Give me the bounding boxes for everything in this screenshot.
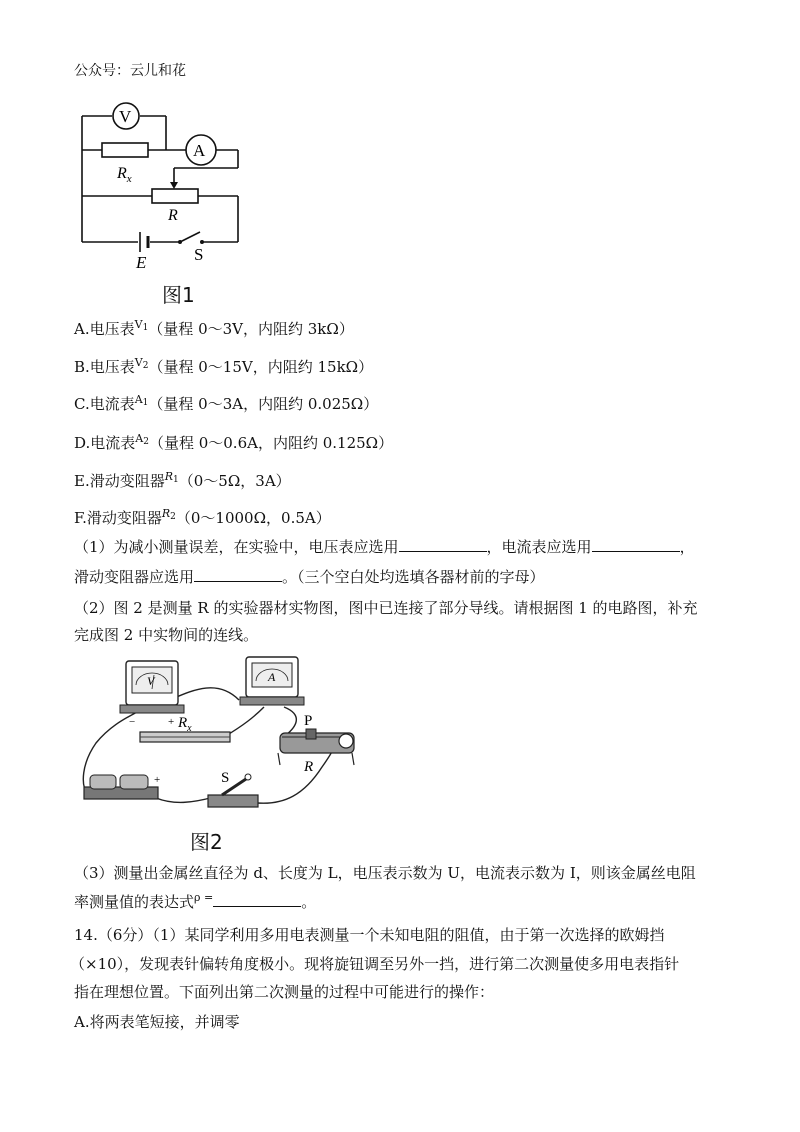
option-symbol: R — [161, 507, 171, 520]
q1-blank-rheostat[interactable] — [194, 567, 282, 582]
option-subscript: 1 — [142, 398, 149, 408]
rx-wire-board — [140, 715, 230, 742]
switch-contact-2 — [200, 240, 204, 244]
ammeter-label: A — [193, 141, 206, 160]
option-symbol: V — [134, 318, 143, 331]
option-row: F.滑动变阻器$^{R2}$（0～1000Ω，0.5A） — [74, 507, 331, 527]
figure2-apparatus — [74, 655, 374, 815]
q14-line2: （×10），发现表针偏转角度极小。现将旋钮调至另外一挡，进行第二次测量使多用电表指针 — [70, 955, 680, 973]
rho-symbol: ρ = — [194, 891, 214, 904]
wire-battery-to-switch — [156, 797, 214, 802]
q14-line1: 14.（6分）（1）某同学利用多用电表测量一个未知电阻的阻值，由于第一次选择的欧姆挡 — [74, 926, 665, 944]
fig2-ammeter-label: A — [268, 670, 276, 684]
q1-line2: 滑动变阻器应选用 。（三个空白处均选填各器材前的字母） — [74, 568, 545, 586]
ammeter-device — [240, 657, 304, 705]
fig2-voltmeter-label: V — [147, 674, 155, 688]
fig2-rx-label: $R_x$ — [178, 715, 192, 734]
option-subscript: 2 — [143, 437, 149, 447]
q1-line1: （1）为减小测量误差，在实验中，电压表应选用 ，电流表应选用 ， — [74, 538, 695, 556]
voltmeter-label: V — [119, 107, 132, 126]
option-row: E.滑动变阻器$^{R1}$（0～5Ω，3A） — [74, 470, 291, 490]
battery-device — [84, 774, 160, 799]
q2-line1: （2）图 2 是测量 R 的实验器材实物图，图中已连接了部分导线。请根据图 1 的电路图，补充 — [74, 599, 698, 617]
option-subscript: 1 — [142, 323, 149, 333]
voltmeter-device — [120, 661, 184, 728]
option-symbol: R — [164, 470, 174, 483]
fig2-slider-label: P — [304, 713, 313, 729]
fig2-battery-plus: + — [154, 774, 161, 786]
q14-line3: 指在理想位置。下面列出第二次测量的过程中可能进行的操作： — [74, 983, 495, 1001]
battery-label: E — [136, 253, 147, 270]
figure2-caption: 图2 — [190, 830, 223, 854]
q3-blank-expression[interactable] — [213, 892, 301, 907]
option-subscript: 2 — [142, 361, 149, 371]
header-account: 公众号：云儿和花 — [74, 63, 186, 79]
option-symbol: A — [134, 393, 143, 406]
slider-arrow — [170, 182, 178, 189]
rx-resistor-symbol — [102, 143, 148, 157]
q2-line2: 完成图 2 中实物间的连线。 — [74, 626, 259, 644]
q3-line2: 率测量值的表达式$^{\rho =}$ 。 — [74, 891, 317, 911]
q1-blank-voltmeter[interactable] — [399, 537, 487, 552]
switch-contact — [178, 240, 182, 244]
q1-blank-ammeter[interactable] — [592, 537, 680, 552]
switch-device — [208, 770, 258, 807]
option-row: B.电压表$^{V2}$（量程 0～15V，内阻约 15kΩ） — [74, 356, 374, 376]
fig2-rheostat-label: R — [304, 759, 314, 775]
option-subscript: 2 — [170, 512, 176, 522]
fig2-v-plus: + — [168, 716, 175, 728]
q3-line1: （3）测量出金属丝直径为 d、长度为 L，电压表示数为 U，电流表示数为 I，则该金属丝电阻 — [74, 864, 696, 882]
option-row: A.电压表$^{V1}$（量程 0～3V，内阻约 3kΩ） — [74, 318, 354, 338]
wire-a-to-p — [284, 707, 296, 735]
option-row: D.电流表$^{A2}$（量程 0～0.6A，内阻约 0.125Ω） — [74, 432, 394, 452]
option-subscript: 1 — [173, 475, 179, 485]
figure1-caption: 图1 — [162, 283, 195, 307]
figure1-circuit-diagram — [74, 100, 254, 270]
option-row: C.电流表$^{A1}$（量程 0～3A，内阻约 0.025Ω） — [74, 393, 379, 413]
switch-label: S — [194, 245, 204, 264]
rheostat-symbol — [152, 189, 198, 203]
rx-label: $R_x$ — [117, 165, 132, 185]
fig2-v-minus: − — [129, 716, 136, 728]
fig2-switch-label: S — [221, 770, 230, 786]
q14-option-a: A.将两表笔短接，并调零 — [74, 1013, 240, 1031]
option-symbol: A — [135, 432, 144, 445]
rheostat-device — [278, 713, 354, 775]
option-symbol: V — [134, 356, 143, 369]
rheostat-label: R — [168, 207, 178, 224]
